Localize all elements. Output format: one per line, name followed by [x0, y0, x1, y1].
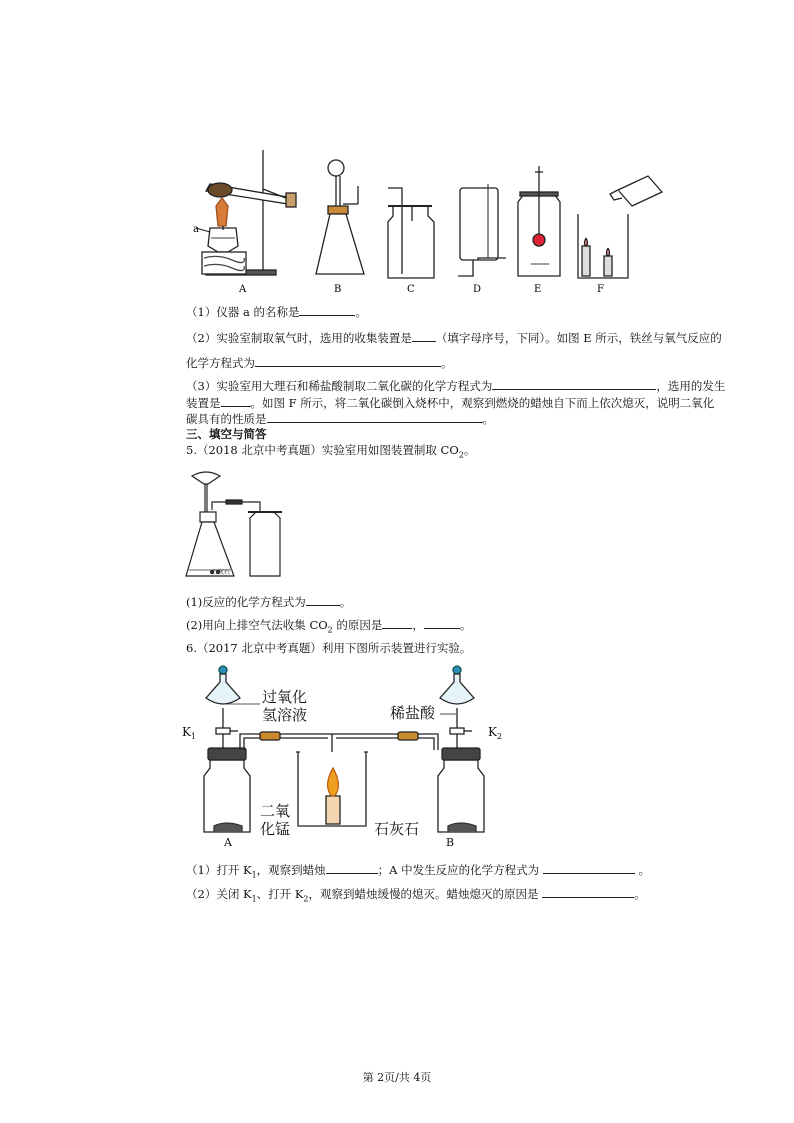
- answer-blank[interactable]: [299, 304, 355, 316]
- section-heading: 三、填空与简答: [186, 427, 267, 441]
- question-6-title: 6.（2017 北京中考真题）利用下图所示装置进行实验。: [186, 641, 472, 655]
- fig-limestone-label: 石灰石: [212, 569, 231, 576]
- label-limestone: 石灰石: [374, 820, 420, 838]
- fig1-label-D: D: [473, 284, 482, 295]
- label-hcl: 稀盐酸: [390, 704, 436, 722]
- question-5-title: 5.（2018 北京中考真题）实验室用如图装置制取 $CO_2$。: [186, 443, 476, 460]
- question-5-part2: (2)用向上排空气法收集 $CO_2$ 的原因是 ， 。: [186, 618, 472, 635]
- question-3-line1: （3）实验室用大理石和稀盐酸制取二氧化碳的化学方程式为 ，选用的发生: [186, 379, 726, 393]
- label-mno2-2: 化锰: [260, 820, 291, 838]
- question-6-part2: （2）关闭 $K_1$、打开 $K_2$，观察到蜡烛缓慢的熄灭。蜡烛熄灭的原因是 。: [186, 887, 646, 904]
- question-6-part1: （1）打开 $K_1$，观察到蜡烛 ；A 中发生反应的化学方程式为 。: [186, 863, 650, 880]
- label-h2o2-1: 过氧化: [262, 688, 308, 706]
- fig1-label-E: E: [534, 284, 542, 295]
- fig1-label-F: F: [597, 284, 604, 295]
- fig1-label-B: B: [334, 284, 342, 295]
- answer-blank[interactable]: [221, 395, 251, 407]
- answer-blank[interactable]: [543, 862, 635, 874]
- question-2-line2: 化学方程式为 。: [186, 356, 453, 370]
- answer-blank[interactable]: [326, 862, 378, 874]
- label-mno2-1: 二氧: [260, 802, 291, 820]
- question-2-line1: （2）实验室制取氧气时，选用的收集装置是 （填字母序号，下同）。如图 E 所示，铁丝与氧气反应的: [186, 331, 722, 345]
- answer-blank[interactable]: [412, 330, 436, 342]
- answer-blank[interactable]: [267, 411, 483, 423]
- apparatus-figure-1: [188, 146, 668, 296]
- label-bottle-A: A: [224, 836, 232, 849]
- answer-blank[interactable]: [306, 594, 340, 606]
- fig1-label-C: C: [407, 284, 415, 295]
- question-1: （1）仪器 a 的名称是 。: [186, 305, 367, 319]
- label-k2: $K_2$: [488, 725, 503, 741]
- answer-blank[interactable]: [542, 886, 634, 898]
- question-3-line2: 装置是 。如图 F 所示，将二氧化碳倒入烧杯中，观察到燃烧的蜡烛自下而上依次熄灭，说明二氧化: [186, 396, 715, 410]
- two-bottle-apparatus-figure: [180, 660, 520, 850]
- label-h2o2-2: 氢溶液: [262, 706, 308, 724]
- label-k1: $K_1$: [182, 725, 197, 741]
- answer-blank[interactable]: [382, 617, 412, 629]
- answer-blank[interactable]: [255, 355, 441, 367]
- label-bottle-B: B: [446, 836, 455, 849]
- label-a: a: [193, 224, 199, 235]
- answer-blank[interactable]: [492, 378, 656, 390]
- question-5-part1: (1)反应的化学方程式为 。: [186, 595, 352, 609]
- page-footer: 第 2页/共 4页: [362, 1071, 432, 1084]
- co2-apparatus-figure: [184, 466, 284, 582]
- question-3-line3: 碳具有的性质是 。: [186, 412, 494, 426]
- answer-blank[interactable]: [424, 617, 460, 629]
- fig1-label-A: A: [239, 284, 247, 295]
